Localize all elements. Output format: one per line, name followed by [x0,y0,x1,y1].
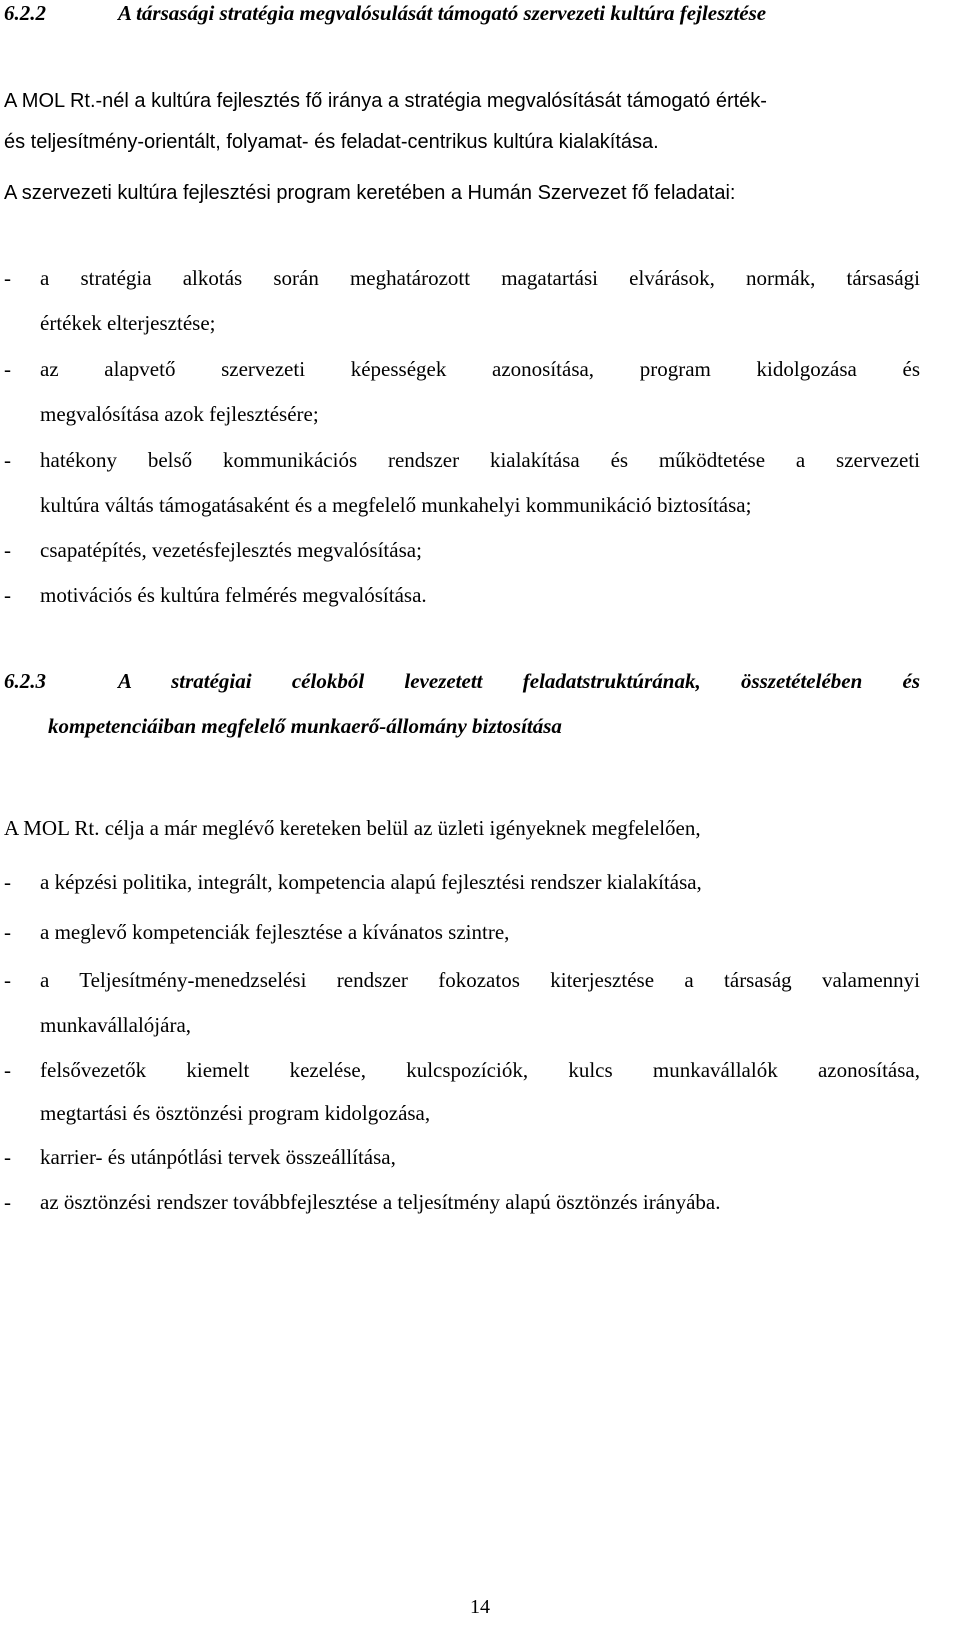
intro-line: A MOL Rt.-nél a kultúra fejlesztés fő iránya a stratégia megvalósítását támogató érték- [4,90,767,112]
list-item-text: a Teljesítmény-menedzselési rendszer fokozatos kiterjesztése a társaság valamennyi [40,968,920,992]
section-number: 6.2.3 [4,669,46,693]
section-title: kompetenciáiban megfelelő munkaerő-állomány biztosítása [48,714,562,738]
intro-line: A MOL Rt. célja a már meglévő kereteken belül az üzleti igényeknek megfelelően, [4,816,701,840]
section-number: 6.2.2 [4,1,46,25]
list-item-text: értékek elterjesztése; [40,311,216,335]
intro-line: és teljesítmény-orientált, folyamat- és feladat-centrikus kultúra kialakítása. [4,131,659,153]
list-item-text: hatékony belső kommunikációs rendszer kialakítása és működtetése a szervezeti [40,448,920,472]
list-item-text: munkavállalójára, [40,1013,192,1037]
list-item-text: kultúra váltás támogatásaként és a megfelelő munkahelyi kommunikáció biztosítása; [40,493,752,517]
section-heading-6-2-2 [0,3,960,24]
list-item-text: az alapvető szervezeti képességek azonosítása, program kidolgozása és [40,357,920,381]
page-number: 14 [470,1596,490,1618]
intro-line: A szervezeti kultúra fejlesztési program keretében a Humán Szervezet fő feladatai: [4,182,736,204]
list-item-text: a meglevő kompetenciák fejlesztése a kívánatos szintre, [40,920,510,944]
list-item-text: felsővezetők kiemelt kezelése, kulcspozíciók, kulcs munkavállalók azonosítása, [40,1058,920,1082]
section-title: A társasági stratégia megvalósulását támogató szervezeti kultúra fejlesztése [118,1,767,25]
list-dash: - [4,357,11,381]
list-dash: - [4,448,11,472]
list-item-text: karrier- és utánpótlási tervek összeállítása, [40,1145,396,1169]
list-dash: - [4,1190,11,1214]
list-dash: - [4,583,11,607]
list-item-text: megvalósítása azok fejlesztésére; [40,402,319,426]
list-dash: - [4,920,11,944]
list-item-text: a képzési politika, integrált, kompetencia alapú fejlesztési rendszer kialakítása, [40,870,702,894]
list-item-text: a stratégia alkotás során meghatározott magatartási elvárások, normák, társasági [40,266,920,290]
list-dash: - [4,870,11,894]
list-dash: - [4,968,11,992]
list-item-text: motivációs és kultúra felmérés megvalósítása. [40,583,427,607]
list-item-text: megtartási és ösztönzési program kidolgozása, [40,1101,431,1125]
list-dash: - [4,266,11,290]
list-item-text: az ösztönzési rendszer továbbfejlesztése a teljesítmény alapú ösztönzés irányába. [40,1190,721,1214]
list-dash: - [4,1145,11,1169]
list-dash: - [4,1058,11,1082]
section-title: A stratégiai célokból levezetett feladatstruktúrának, összetételében és [118,669,920,693]
list-dash: - [4,538,11,562]
list-item-text: csapatépítés, vezetésfejlesztés megvalósítása; [40,538,422,562]
